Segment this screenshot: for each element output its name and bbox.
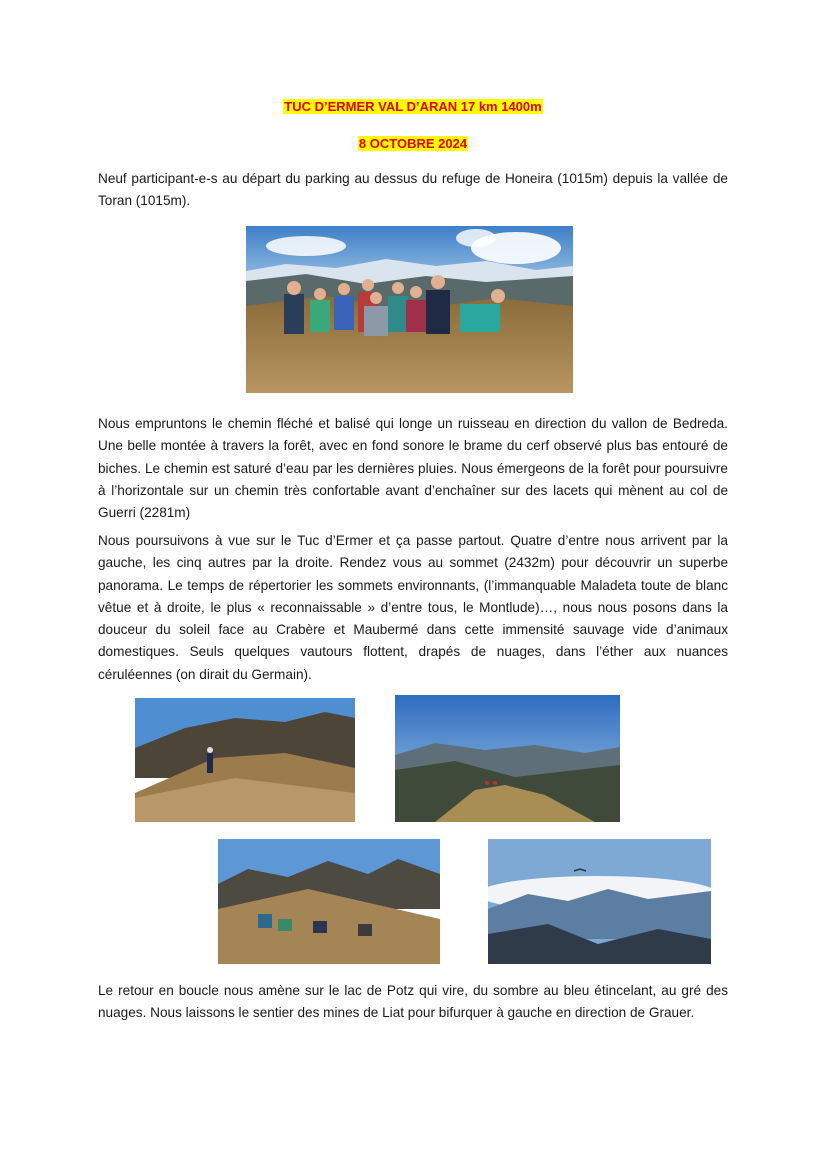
group-summit-photo (246, 226, 573, 393)
document-title: TUC D’ERMER VAL D’ARAN 17 km 1400m (284, 99, 542, 114)
valley-view-photo (395, 695, 620, 822)
paragraph-summit: Nous poursuivons à vue sur le Tuc d’Ermer et ça passe partout. Quatre d’entre nous arrivent par la gauche, les cinq autres par la droite. Rendez vous au sommet (2432m) pour découvrir un superbe panorama. Le temps de répertorier les sommets environnants, (l’immanquable Maladeta toute de blanc vêtue et à droite, le plus « reconnaissable » d’entre tous, le Montlude)…, nous nous posons dans la douceur du soleil face au Crabère et Maubermé dans cette immensité sauvage vide d’animaux domestiques. Seuls quelques vautours flottent, drapés de nuages, dans l’éther aux nuances céruléennes (on dirait du Germain). (98, 533, 728, 682)
maladeta-panorama-photo (488, 839, 711, 964)
paragraph-intro: Neuf participant-e-s au départ du parking au dessus du refuge de Honeira (1015m) depuis la vallée de Toran (1015m). (98, 171, 728, 209)
document-date: 8 OCTOBRE 2024 (358, 136, 468, 151)
paragraph-return: Le retour en boucle nous amène sur le lac de Potz qui vire, du sombre au bleu étincelant, au gré des nuages. Nous laissons le sentier des mines de Liat pour bifurquer à gauche en direction de Grauer. (98, 983, 728, 1021)
hikers-resting-photo (218, 839, 440, 964)
paragraph-forest: Nous empruntons le chemin fléché et balisé qui longe un ruisseau en direction du vallon de Bedreda. Une belle montée à travers la forêt, avec en fond sonore le brame du cerf observé plus bas entouré de biches. Le chemin est saturé d’eau par les dernières pluies. Nous émergeons de la forêt pour poursuivre à l’horizontale sur un chemin très confortable avant d’enchaîner sur des lacets qui mènent au col de Guerri (2281m) (98, 416, 728, 521)
ridge-hikers-photo (135, 698, 355, 822)
